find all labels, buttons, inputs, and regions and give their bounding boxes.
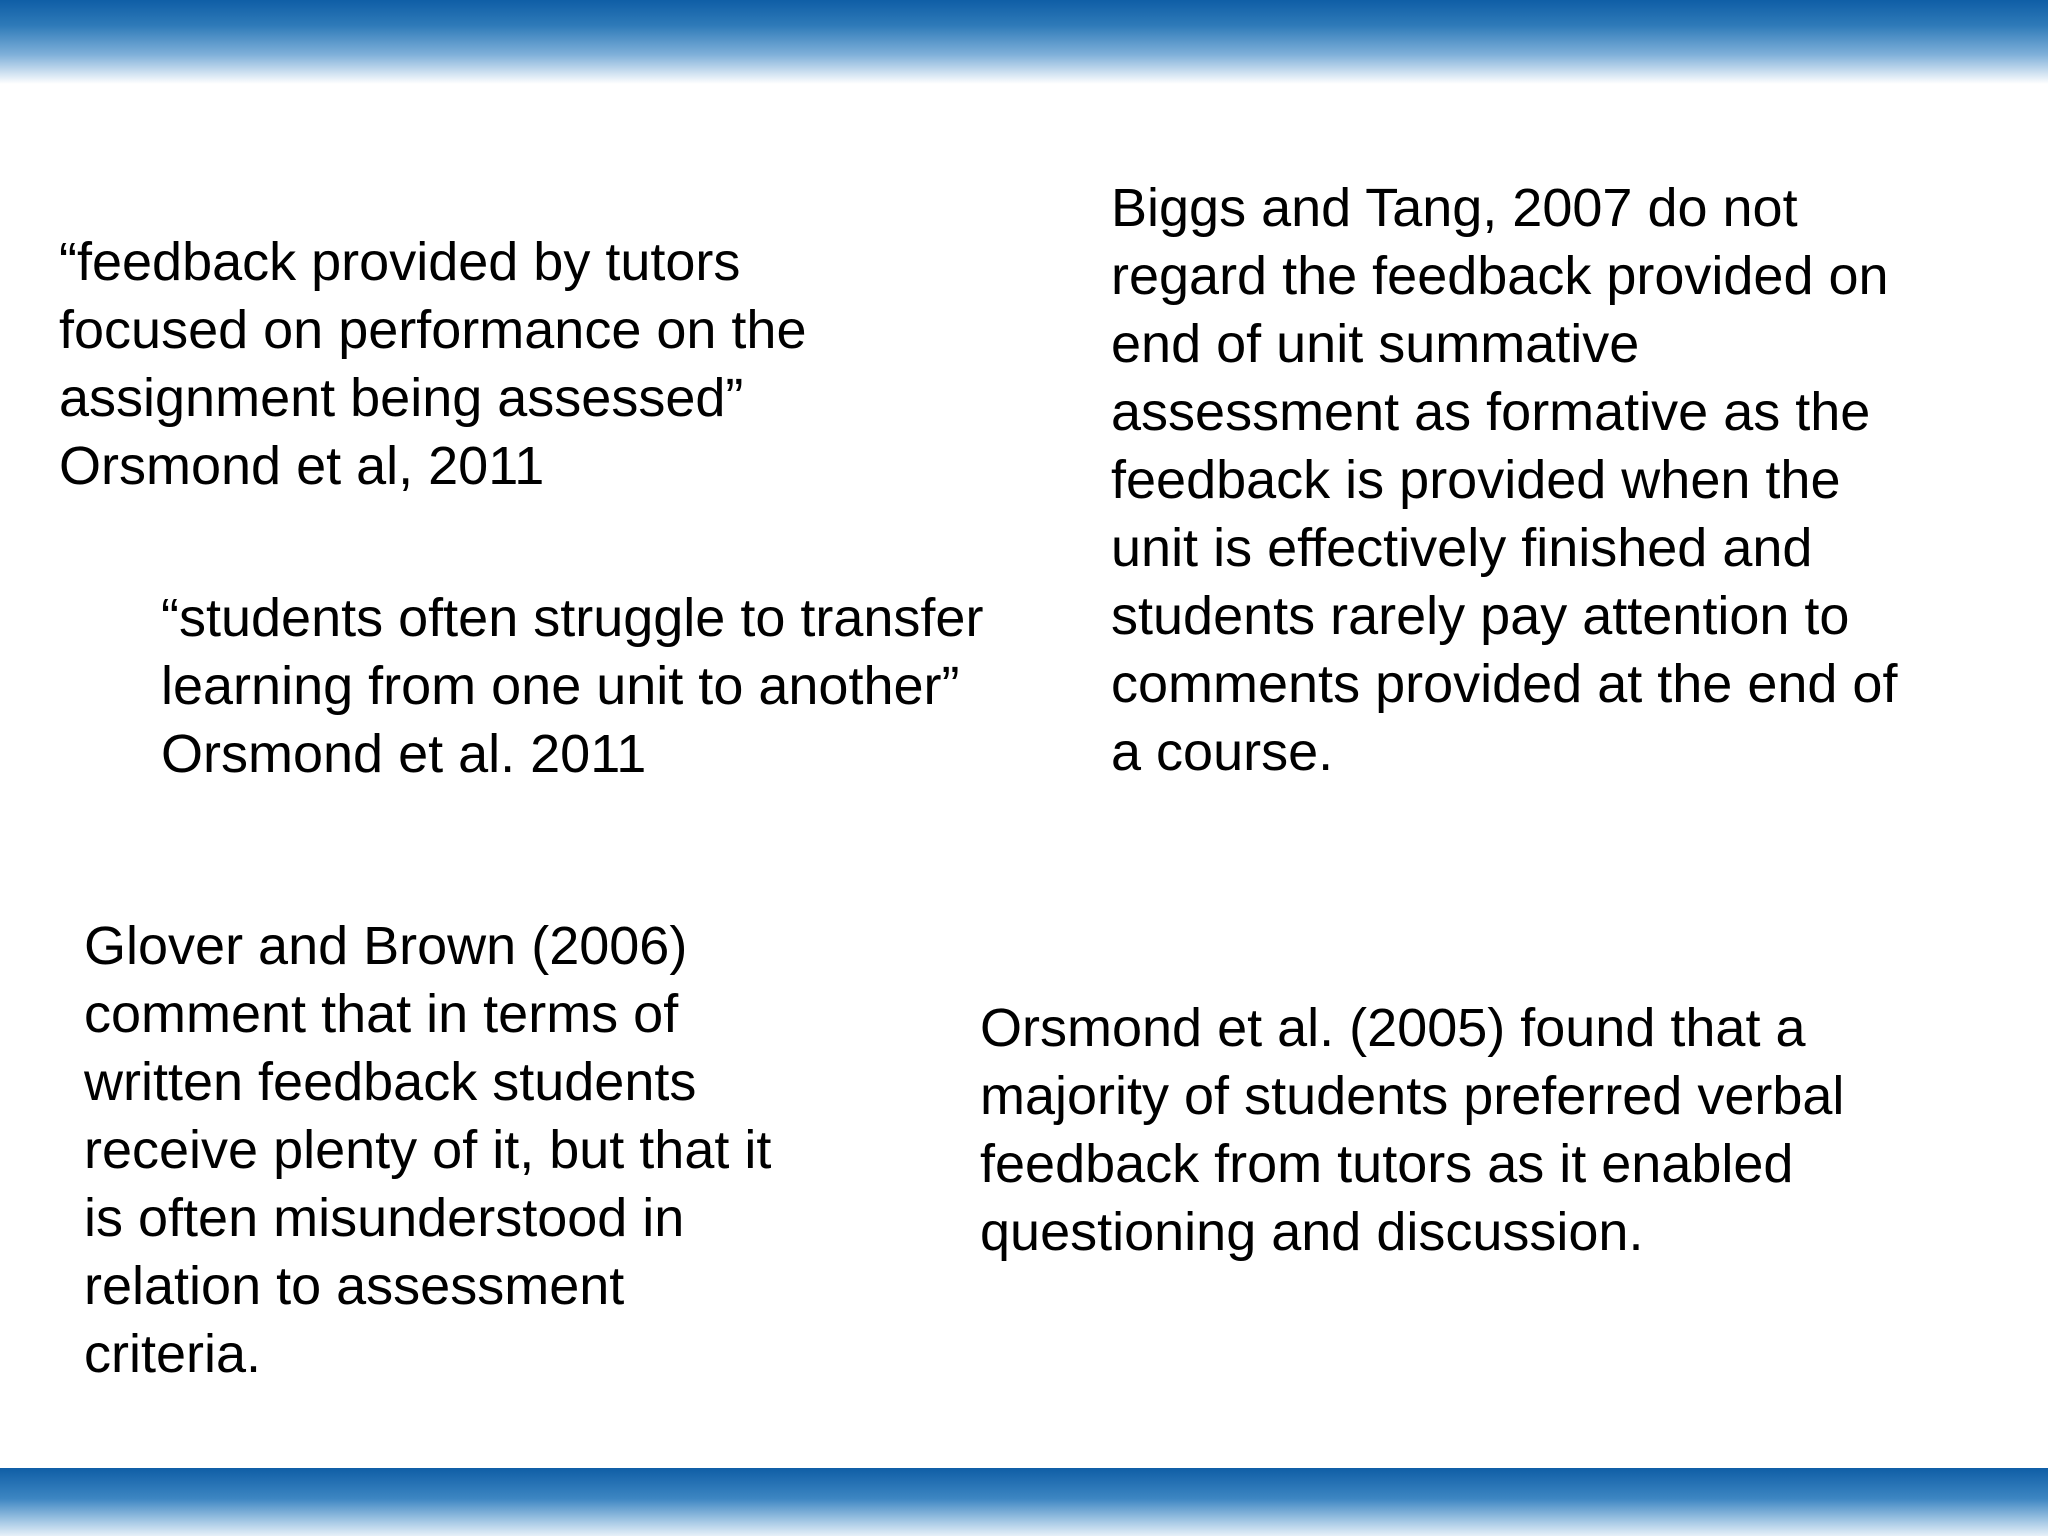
quote-line: assignment being assessed” — [59, 368, 744, 428]
quote-line: Orsmond et al. (2005) found that a — [980, 998, 1806, 1058]
quote-biggs-tang-2007 — [1111, 174, 1897, 786]
top-gradient-band — [0, 0, 2048, 84]
quote-line: “feedback provided by tutors — [59, 232, 741, 292]
quote-line: Biggs and Tang, 2007 do not — [1111, 178, 1798, 238]
quote-line: is often misunderstood in — [84, 1188, 685, 1248]
quote-line: feedback is provided when the — [1111, 450, 1841, 510]
bottom-gradient-band — [0, 1468, 2048, 1536]
quote-line: unit is effectively finished and — [1111, 518, 1813, 578]
quote-line: “students often struggle to transfer — [161, 588, 984, 648]
quote-line: students rarely pay attention to — [1111, 586, 1850, 646]
quote-line: majority of students preferred verbal — [980, 1066, 1845, 1126]
quote-line: learning from one unit to another” — [161, 656, 960, 716]
quote-line: written feedback students — [84, 1052, 697, 1112]
quote-orsmond-2011-transfer — [161, 584, 983, 788]
quote-line: regard the feedback provided on — [1111, 246, 1889, 306]
quote-line: receive plenty of it, but that it — [84, 1120, 772, 1180]
quote-orsmond-2011-feedback — [59, 228, 806, 500]
quote-line: relation to assessment — [84, 1256, 625, 1316]
quote-line: feedback from tutors as it enabled — [980, 1134, 1794, 1194]
quote-line: assessment as formative as the — [1111, 382, 1871, 442]
quote-line: focused on performance on the — [59, 300, 807, 360]
quote-glover-brown-2006 — [84, 912, 771, 1388]
quote-citation: Orsmond et al, 2011 — [59, 436, 545, 496]
quote-line: a course. — [1111, 722, 1334, 782]
quote-line: questioning and discussion. — [980, 1202, 1644, 1262]
quote-line: criteria. — [84, 1324, 262, 1384]
quote-line: Glover and Brown (2006) — [84, 916, 688, 976]
quote-orsmond-2005 — [980, 994, 1844, 1266]
quote-citation: Orsmond et al. 2011 — [161, 724, 647, 784]
quote-line: comments provided at the end of — [1111, 654, 1898, 714]
quote-line: end of unit summative — [1111, 314, 1640, 374]
quote-line: comment that in terms of — [84, 984, 679, 1044]
